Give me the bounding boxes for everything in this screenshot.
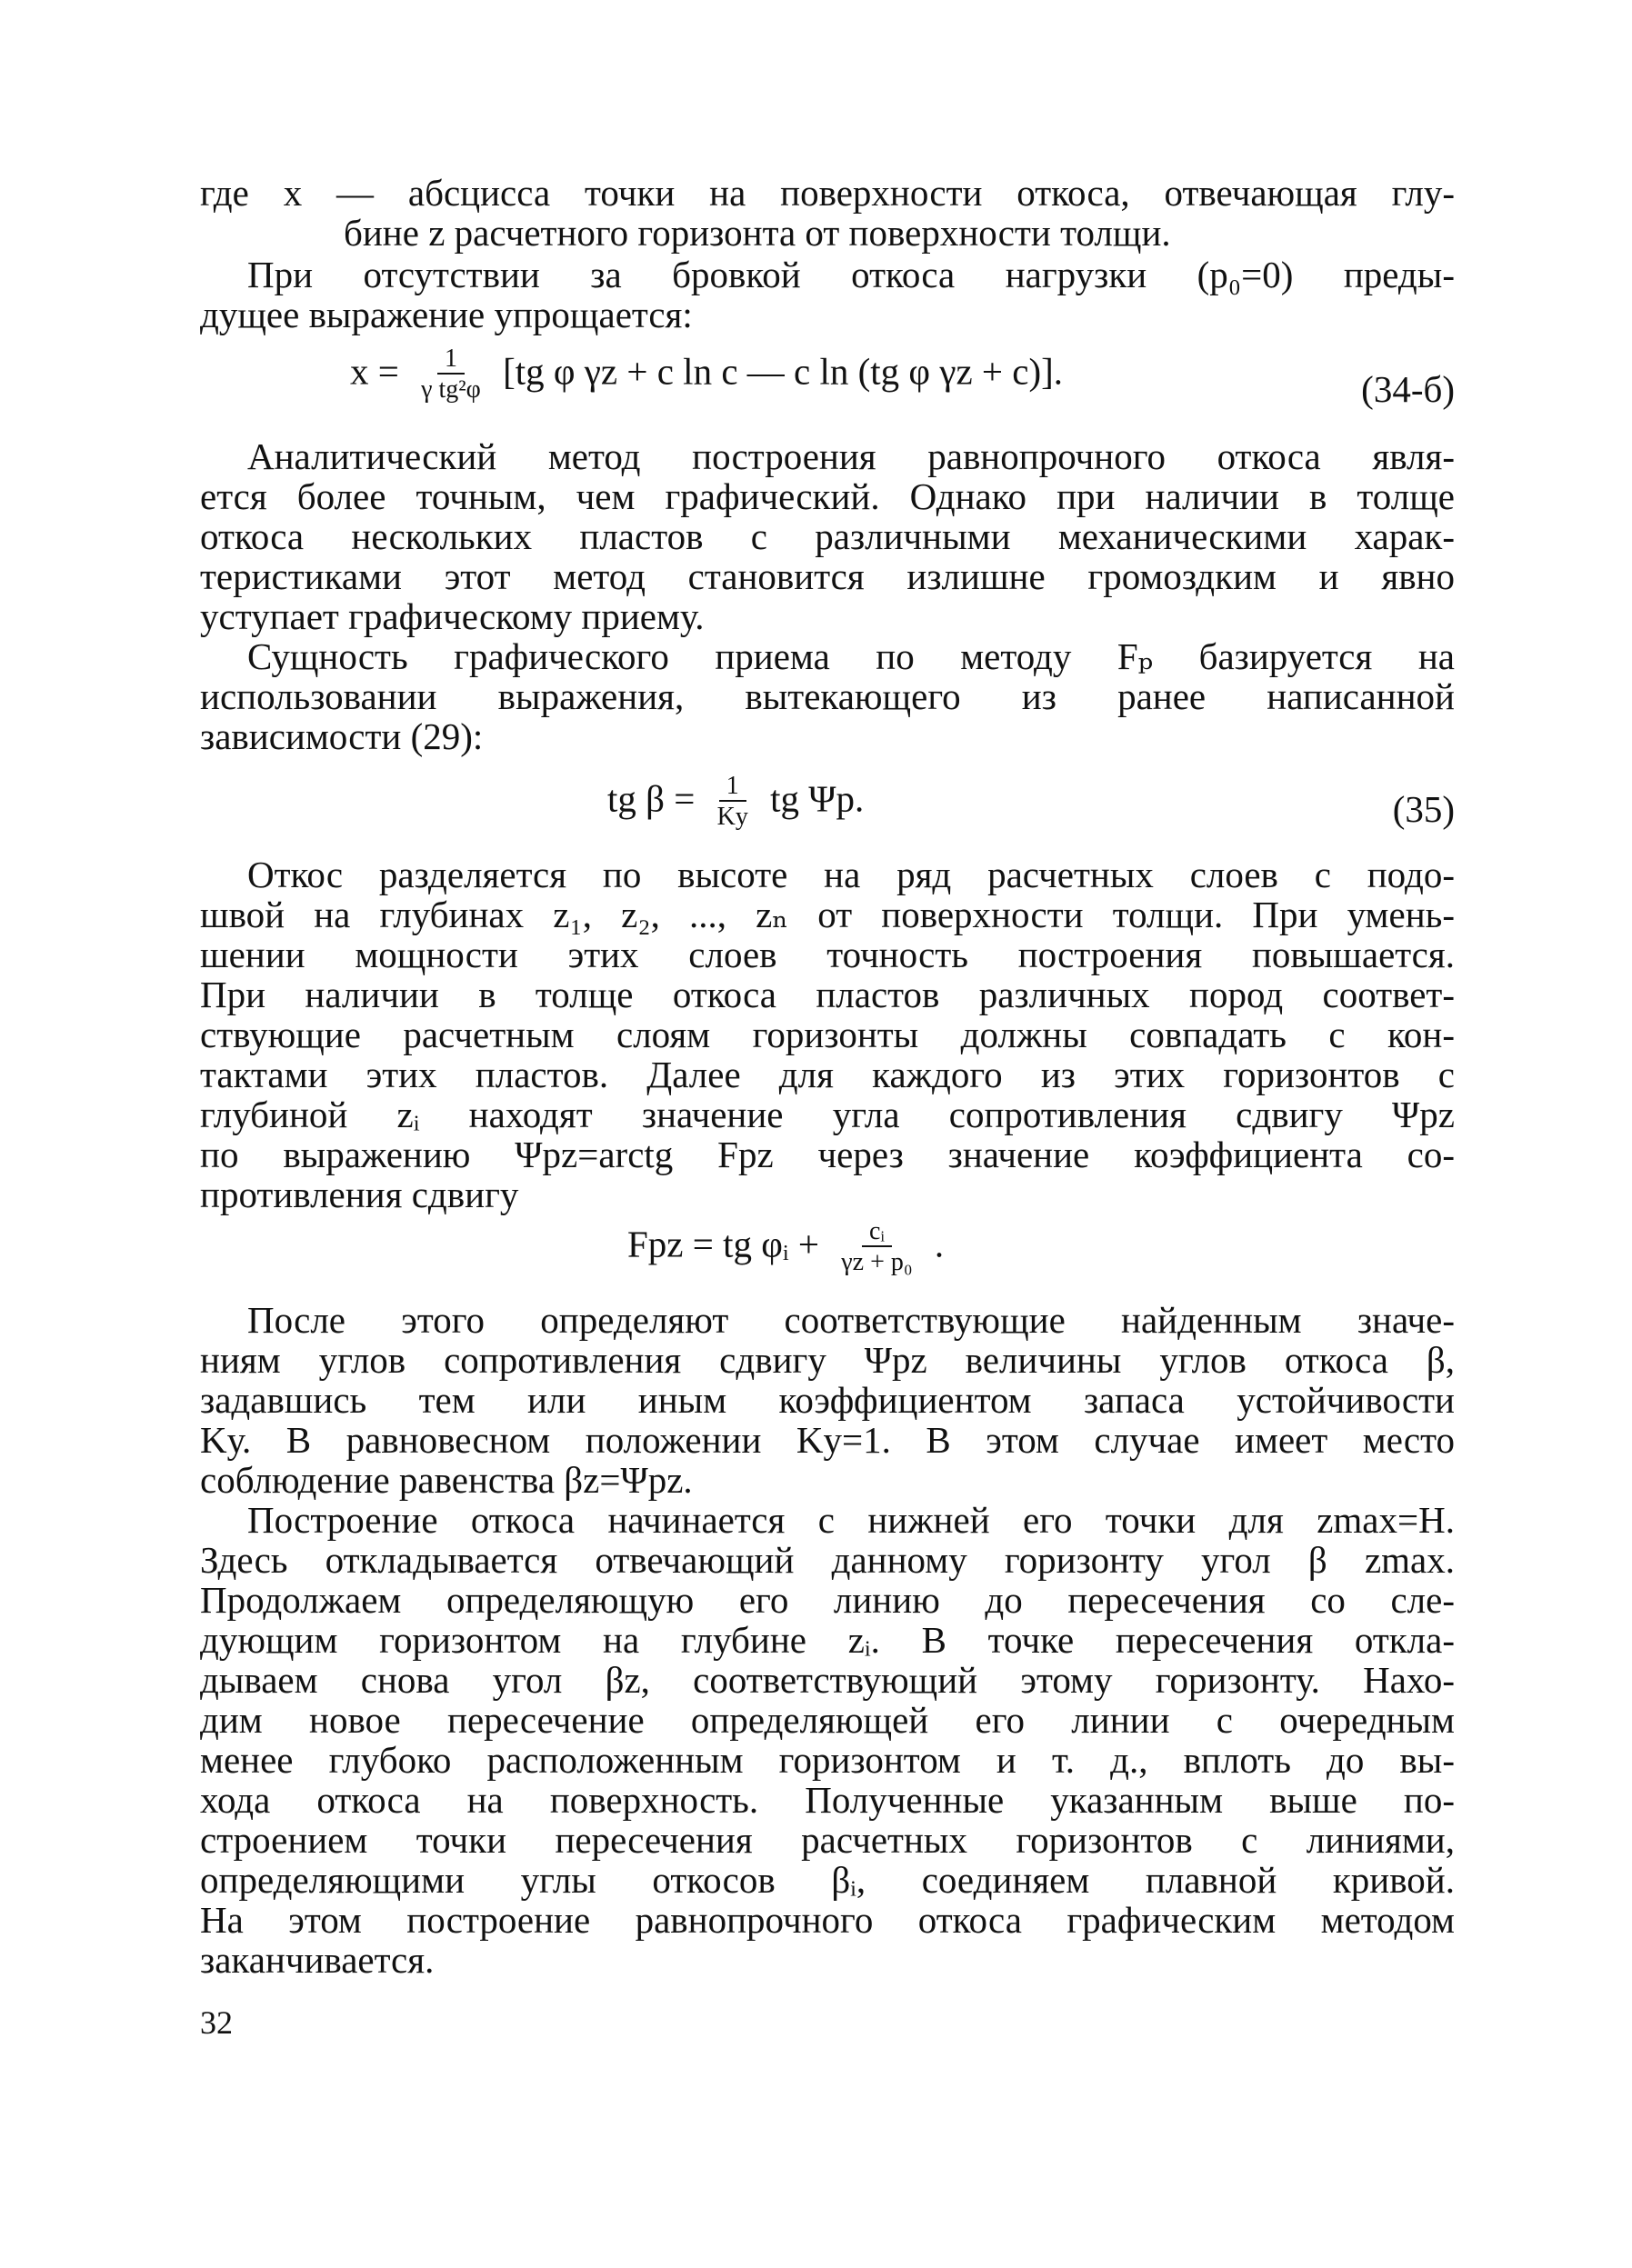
text-line: зависимости (29): [200, 715, 484, 757]
fraction-denominator: γz + p₀ [841, 1248, 913, 1276]
text-line: соблюдение равенства βz=Ψpz. [200, 1459, 693, 1501]
page-number: 32 [200, 2004, 233, 2041]
text-line: дываем снова угол βz, соответствующий этому горизонту. Нахо- [200, 1659, 1455, 1701]
fraction-numerator: 1 [437, 345, 465, 375]
formula-rhs: [tg φ γz + c ln c — c ln (tg φ γz + c)]. [503, 350, 1064, 393]
text-line: определяющими углы откосов βᵢ, соединяем плавной кривой. [200, 1859, 1455, 1901]
text-line: На этом построение равнопрочного откоса графическим методом [200, 1899, 1455, 1941]
text-line: ниям углов сопротивления сдвигу Ψpz величины углов откоса β, [200, 1339, 1455, 1381]
text-line: задавшись тем или иным коэффициентом запаса устойчивости [200, 1379, 1455, 1421]
text-line: Аналитический метод построения равнопрочного откоса явля- [247, 435, 1455, 477]
text-line: Сущность графического приема по методу Fₚ базируется на [247, 635, 1455, 677]
text-line: ется более точным, чем графический. Однако при наличии в толще [200, 475, 1455, 517]
text-line: дующим горизонтом на глубине zᵢ. В точке пересечения откла- [200, 1619, 1455, 1661]
text-line: швой на глубинах z₁, z₂, ..., zₙ от поверхности толщи. При умень- [200, 894, 1455, 935]
formula-fpz [627, 1218, 944, 1278]
equation-number: (35) [1392, 788, 1455, 830]
text-line: глубиной zᵢ находят значение угла сопротивления сдвигу Ψpz [200, 1094, 1455, 1135]
text-line: дим новое пересечение определяющей его линии с очередным [200, 1699, 1455, 1741]
text-line: менее глубоко расположенным горизонтом и т. д., вплоть до вы- [200, 1739, 1455, 1781]
equation-number: (34-б) [1361, 368, 1455, 410]
text-line: шении мощности этих слоев точность построения повышается. [200, 934, 1455, 975]
text-line: Продолжаем определяющую его линию до пересечения со сле- [200, 1579, 1455, 1621]
text-line: При наличии в толще откоса пластов различных пород соответ- [200, 974, 1455, 1015]
text-line: Построение откоса начинается с нижней его точки для zmax=H. [247, 1499, 1455, 1541]
text-line: хода откоса на поверхность. Полученные указанным выше по- [200, 1779, 1455, 1821]
formula-lhs: Fpz = tg φᵢ + [627, 1223, 820, 1265]
text-line: использовании выражения, вытекающего из ранее написанной [200, 675, 1455, 717]
formula-lhs: x = [350, 350, 399, 393]
formula-rhs: . [934, 1223, 945, 1265]
text-line: Откос разделяется по высоте на ряд расчетных слоев с подо- [247, 854, 1455, 895]
fraction-numerator: 1 [719, 773, 746, 802]
text-line: После этого определяют соответствующие найденным значе- [247, 1299, 1455, 1341]
fraction-numerator: cᵢ [862, 1218, 892, 1247]
formula-rhs: tg Ψp. [770, 777, 865, 820]
text-line: теристиками этот метод становится излишне громоздким и явно [200, 555, 1455, 597]
text-line: противления сдвигу [200, 1174, 519, 1215]
formula-fraction [414, 345, 488, 405]
formula-lhs: tg β = [607, 777, 696, 820]
formula-35 [607, 773, 864, 833]
fraction-denominator: Kу [716, 803, 748, 831]
text-line: заканчивается. [200, 1939, 435, 1981]
formula-fraction [834, 1218, 919, 1278]
text-line: При отсутствии за бровкой откоса нагрузки (p₀=0) преды- [247, 254, 1455, 295]
text-line: ствующие расчетным слоям горизонты должны совпадать с кон- [200, 1014, 1455, 1055]
text-line: Kу. В равновесном положении Kу=1. В этом случае имеет место [200, 1419, 1455, 1461]
text-line: откоса нескольких пластов с различными механическими харак- [200, 515, 1455, 557]
text-line: дущее выражение упрощается: [200, 294, 693, 335]
text-line: строением точки пересечения расчетных горизонтов с линиями, [200, 1819, 1455, 1861]
text-line: Здесь откладывается отвечающий данному горизонту угол β zmax. [200, 1539, 1455, 1581]
text-line: уступает графическому приему. [200, 595, 705, 637]
fraction-denominator: γ tg²φ [421, 375, 481, 404]
formula-34b [350, 345, 1063, 405]
formula-fraction [710, 773, 756, 833]
text-line: где x — абсцисса точки на поверхности откоса, отвечающая глу- [200, 172, 1455, 214]
text-line: по выражению Ψpz=arctg Fpz через значение коэффициента со- [200, 1134, 1455, 1175]
text-line: тактами этих пластов. Далее для каждого из этих горизонтов с [200, 1054, 1455, 1095]
text-line: бине z расчетного горизонта от поверхности толщи. [344, 212, 1171, 254]
